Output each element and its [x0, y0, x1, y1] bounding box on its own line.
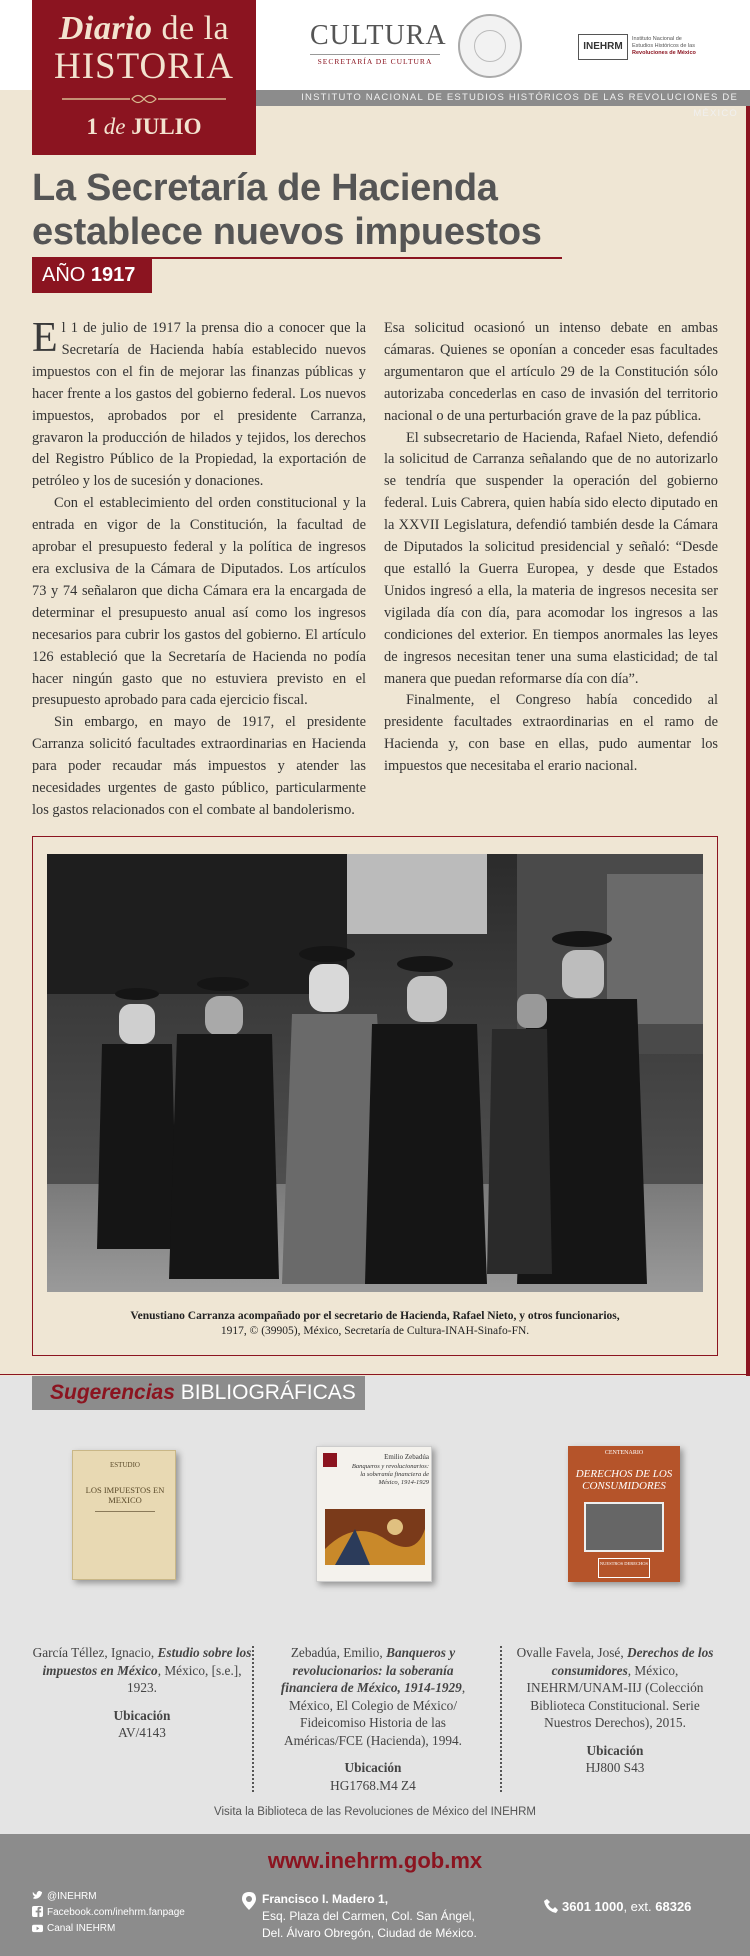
- footer: [0, 1834, 750, 1956]
- article-column-right: [384, 318, 718, 778]
- book-cover-3: [568, 1446, 680, 1582]
- location-label: Ubicación: [344, 1760, 402, 1775]
- address: Francisco I. Madero 1, Esq. Plaza del Carmen, Col. San Ángel, Del. Álvaro Obregón, Ciudad de México.: [262, 1892, 477, 1940]
- masthead: [32, 0, 256, 155]
- masthead-title: [32, 10, 256, 48]
- masthead-date: [32, 114, 256, 140]
- book-cover-1-title: LOS IMPUESTOS EN MEXICO: [85, 1485, 165, 1505]
- article-column-left: [32, 315, 366, 822]
- phone-icon: [544, 1899, 558, 1913]
- book-reference-1: García Téllez, Ignacio, Estudio sobre los impuestos en México, México, [s.e.], 1923. Ubicación AV/4143: [32, 1645, 252, 1740]
- inehrm-logo-mark: INEHRM: [578, 34, 628, 60]
- photo-caption: Venustiano Carranza acompañado por el secretario de Hacienda, Rafael Nieto, y otros funcionarios, 1917, © (39905), México, Secretaría de Cultura-INAH-Sinafo-FN.: [130, 1310, 620, 1337]
- phone-number: 3601 1000, ext. 68326: [562, 1899, 692, 1914]
- youtube-link[interactable]: Canal INEHRM: [32, 1922, 115, 1936]
- location-pin-icon: [242, 1892, 256, 1910]
- book-cover-3-top: CENTENARIO: [604, 1450, 644, 1456]
- cover-photo: [584, 1502, 664, 1552]
- inehrm-logo: [578, 34, 698, 64]
- article-paragraph-6: Finalmente, el Congreso había concedido al presidente facultades extraordinarias en el ramo de Hacienda y, con base en ellas, pudo aumentar los impuestos que necesitaba el erario nacional.: [384, 692, 718, 775]
- book-cover-3-foot: NUESTROS DERECHOS: [598, 1558, 650, 1578]
- suggestions-title: Sugerencias BIBLIOGRÁFICAS: [32, 1376, 365, 1410]
- book-cover-2: [316, 1446, 432, 1582]
- date-de: de: [103, 114, 126, 139]
- book-reference-3: Ovalle Favela, José, Derechos de los consumidores, México, INEHRM/UNAM-IIJ (Colección Biblioteca Constitucional. Serie Nuestros Derechos), 2015. Ubicación HJ800 S43: [505, 1644, 725, 1777]
- historical-photo: [47, 854, 703, 1292]
- facebook-icon: [32, 1906, 43, 1917]
- cultura-word: CULTURA: [310, 20, 447, 51]
- year-badge: [32, 257, 152, 293]
- mexico-seal-icon: [458, 14, 522, 78]
- location-label: Ubicación: [586, 1742, 644, 1758]
- right-edge-rule: [746, 106, 750, 1376]
- facebook-link[interactable]: Facebook.com/inehrm.fanpage: [32, 1906, 185, 1920]
- institute-bar: INSTITUTO NACIONAL DE ESTUDIOS HISTÓRICOS DE LAS REVOLUCIONES DE MÉXICO: [256, 90, 750, 106]
- twitter-icon: [32, 1890, 43, 1901]
- book-cover-2-author: Emilio Zebadúa: [384, 1453, 429, 1461]
- inehrm-logo-text: Instituto Nacional de Estudios Históricos de las Revoluciones de México: [632, 36, 696, 56]
- library-visit-note: Visita la Biblioteca de las Revoluciones de México del INEHRM: [214, 1806, 536, 1818]
- year-label: AÑO: [42, 264, 86, 286]
- article-paragraph-4: Esa solicitud ocasionó un intenso debate en ambas cámaras. Quienes se oponían a conceder esas facultades argumentaron que el artículo 29 de la Constitución sólo autorizaba concederlas en caso de invasión del territorio nacional o de una perturbación grave de la paz pública.: [384, 320, 718, 424]
- book-cover-3-title: DERECHOS DE LOS CONSUMIDORES: [575, 1468, 673, 1492]
- publisher-mark-icon: [323, 1453, 337, 1467]
- book-reference-2: Zebadúa, Emilio, Banqueros y revolucionarios: la soberanía financiera de México, 1914-1929, México, El Colegio de México/ Fideicomiso Historia de las Américas/FCE (Hacienda), 1994. Ubicación HG1768.M4 Z4: [268, 1644, 478, 1794]
- masthead-diario: Diario: [58, 10, 153, 47]
- call-number: HJ800 S43: [585, 1760, 645, 1775]
- book-cover-2-title: Banqueros y revolucionarios: la soberanía financiera de México, 1914-1929: [351, 1463, 429, 1486]
- article-paragraph-3: Sin embargo, en mayo de 1917, el presidente Carranza solicitó facultades extraordinarias en Hacienda para poder recaudar más impuestos y atender las necesidades urgentes de gasto público, particularmente los gastos relacionados con el combate al bandolerismo.: [32, 714, 366, 818]
- article-paragraph-5: El subsecretario de Hacienda, Rafael Nieto, defendió la solicitud de Carranza señalando que de no autorizarlo se tendría que suspender la operación del gobierno federal. Luis Cabrera, quien había sido electo diputado en la XXVII Legislatura, defendió también desde la Cámara de Diputados la solicitud presidencial y señaló: “Desde que estalló la Guerra Europea, y desde que Estados Unidos ingresó a ella, la materia de ingresos necesita ser vigilada día con día, para acomodar los ingresos a las condiciones del exterior. En tiempos anormales las leyes de ingresos necesitan tener una suma elasticidad; de tal manera que puedan reformarse día con día”.: [384, 429, 718, 687]
- article-paragraph-1: El 1 de julio de 1917 la prensa dio a conocer que la Secretaría de Hacienda había establecido nuevos impuestos con el fin de mejorar las finanzas públicas y hacer frente a los gastos del gobierno federal. Los nuevos impuestos, aprobados por el presidente Carranza, gravaron la producción de hilados y tejidos, los derechos del Registro Público de la Propiedad, la exportación de petróleo y los de sucesión y donaciones.: [32, 315, 366, 490]
- youtube-icon: [32, 1922, 43, 1933]
- cover-artwork: [325, 1509, 425, 1565]
- article-title: La Secretaría de Hacienda establece nuevos impuestos: [32, 167, 542, 253]
- website-link[interactable]: www.inehrm.gob.mx: [267, 1848, 483, 1873]
- article-paragraph-2: Con el establecimiento del orden constitucional y la entrada en vigor de la Constitución, la facultad de aprobar el presupuesto federal y la política de ingresos era exclusiva de la Cámara de Diputados. Los artículos 73 y 74 señalaron que dicha Cámara era la encargada de determinar el presupuesto anual así como los ingresos necesarios para cubrir los gastos del gobierno. El artículo 126 estableció que la Secretaría de Hacienda no podía hacer ningún gasto que no estuviera previsto en el presupuesto aprobado para cada ejercicio fiscal.: [32, 495, 366, 709]
- cultura-logo: [310, 20, 447, 66]
- dotted-divider: [500, 1646, 502, 1792]
- location-label: Ubicación: [113, 1707, 171, 1723]
- book-cover-1: [72, 1450, 176, 1580]
- book-cover-1-top: ESTUDIO: [110, 1461, 140, 1469]
- call-number: AV/4143: [118, 1725, 166, 1740]
- twitter-link[interactable]: @INEHRM: [32, 1890, 97, 1904]
- year-value: 1917: [90, 264, 136, 286]
- cultura-sub: SECRETARÍA DE CULTURA: [310, 54, 440, 66]
- masthead-historia: HISTORIA: [54, 46, 234, 87]
- call-number: HG1768.M4 Z4: [330, 1777, 416, 1793]
- photo-frame: [32, 836, 718, 1356]
- section-divider: [0, 1374, 750, 1375]
- masthead-de: de la: [161, 10, 230, 47]
- date-day: 1: [86, 114, 98, 139]
- dotted-divider: [252, 1646, 254, 1792]
- date-month: JULIO: [131, 114, 202, 139]
- drop-cap: E: [32, 315, 58, 361]
- ornament-divider: [62, 92, 226, 106]
